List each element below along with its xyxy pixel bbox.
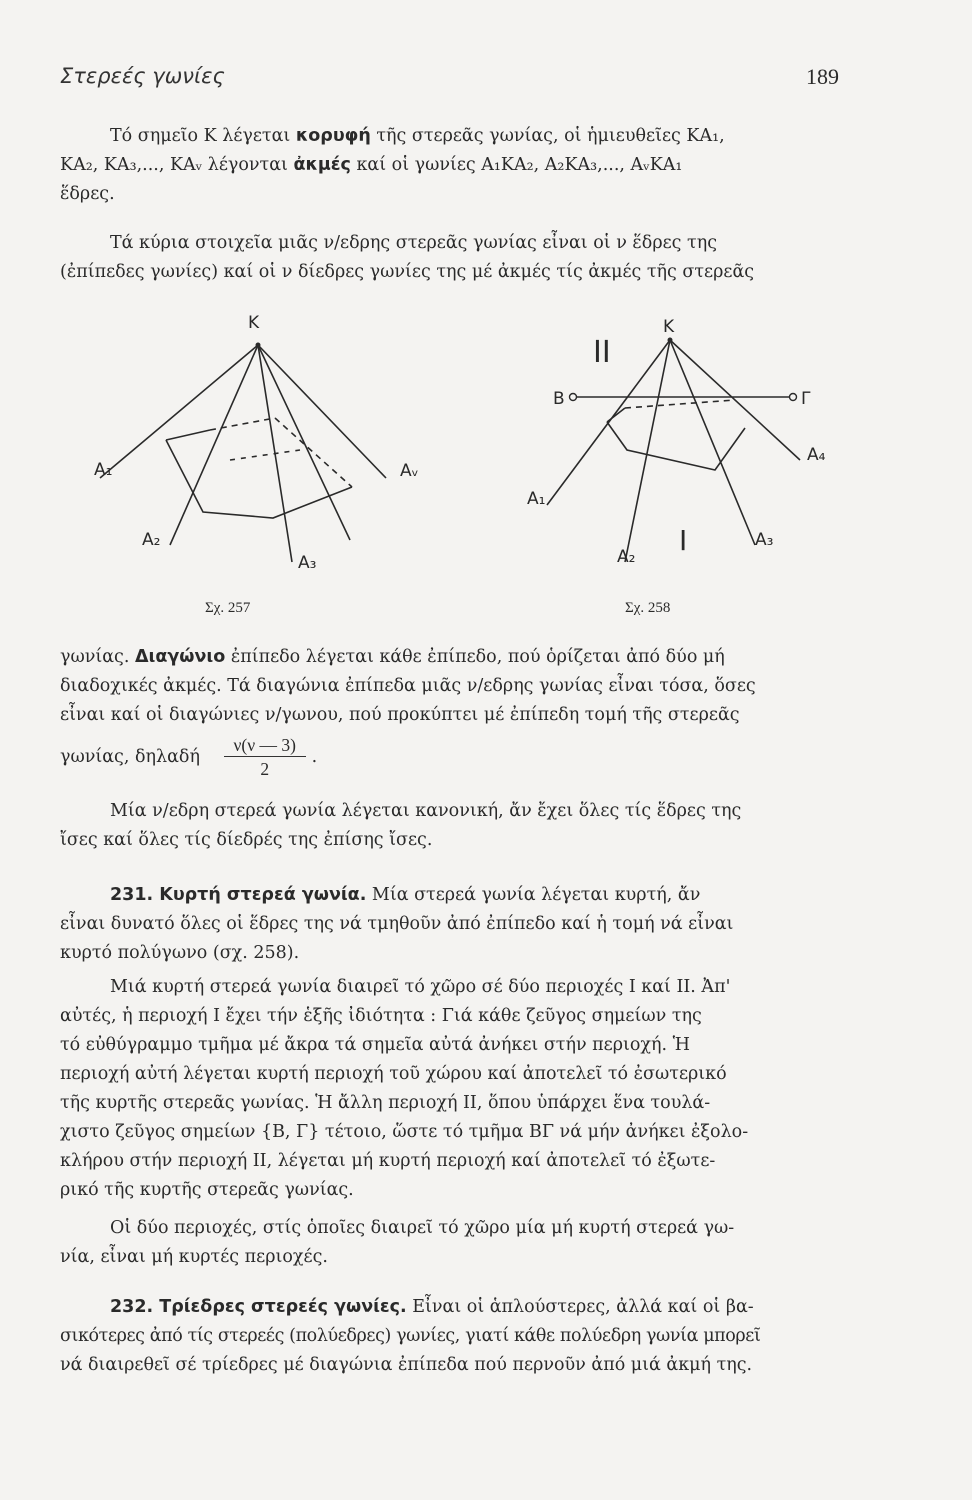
label-b: B (553, 389, 565, 409)
figure-258 (525, 300, 845, 590)
text-line: ἕδρες. (60, 184, 115, 204)
label-a4: A₄ (807, 445, 826, 465)
figure-257 (60, 300, 420, 590)
fraction-denominator: 2 (260, 759, 270, 779)
fraction (224, 734, 306, 781)
label-g: Γ (801, 389, 811, 409)
section-heading-231: 231. Κυρτή στερεά γωνία. (110, 885, 367, 905)
paragraph-convex-region (60, 973, 850, 1205)
text-line: Μιά κυρτή στερεά γωνία διαιρεῖ τό χῶρο σέ δύο περιοχές I καί II. Ἀπ' (110, 977, 731, 997)
text-line: ρικό τῆς κυρτῆς στερεᾶς γωνίας. (60, 1180, 354, 1200)
text-line: νία, εἶναι μή κυρτές περιοχές. (60, 1247, 328, 1267)
point-b (570, 394, 577, 401)
text-line: ΚA₂, ΚA₃,..., ΚAᵥ λέγονται ἀκμές καί οἱ γωνίες A₁ΚA₂, A₂ΚA₃,..., AᵥΚA₁ (60, 155, 683, 175)
caption-figure-258: Σχ. 258 (625, 600, 671, 616)
text-line: Τά κύρια στοιχεῖα μιᾶς ν/εδρης στερεᾶς γωνίας εἶναι οἱ ν ἕδρες της (110, 233, 718, 253)
paragraph-nonconvex (60, 1214, 850, 1272)
label-a1: A₁ (94, 460, 113, 480)
label-a1: A₁ (527, 489, 546, 509)
text-line: εἶναι καί οἱ διαγώνιες ν/γωνου, πού προκύπτει μέ ἐπίπεδη τομή τῆς στερεᾶς (60, 705, 740, 725)
section-231 (60, 881, 850, 968)
text-line: αὐτές, ἡ περιοχή I ἔχει τήν ἑξῆς ἰδιότητα : Γιά κάθε ζεῦγος σημείων της (60, 1006, 702, 1026)
text-line: περιοχή αὐτή λέγεται κυρτή περιοχή τοῦ χώρου καί ἀποτελεῖ τό ἐσωτερικό (60, 1064, 727, 1084)
label-region-ii: II (593, 335, 611, 370)
label-vertex-k: K (663, 317, 675, 337)
label-region-i: I (679, 524, 688, 557)
running-title: Στερεές γωνίες (60, 64, 225, 88)
text-line: 232. Τρίεδρες στερεές γωνίες. Εἶναι οἱ ἁπλούστερες, ἀλλά καί οἱ βα- (110, 1297, 754, 1317)
text-line: ἴσες καί ὅλες τίς δίεδρές της ἐπίσης ἴσες. (60, 830, 433, 850)
text-line: Οἱ δύο περιοχές, στίς ὁποῖες διαιρεῖ τό χῶρο μία μή κυρτή στερεά γω- (110, 1218, 735, 1238)
label-a3: A₃ (298, 553, 317, 573)
label-a2: A₂ (142, 530, 161, 550)
text-line: 231. Κυρτή στερεά γωνία. Μία στερεά γωνία λέγεται κυρτή, ἄν (110, 885, 701, 905)
term-diagonal: Διαγώνιο (134, 647, 226, 667)
text-line: Μία ν/εδρη στερεά γωνία λέγεται κανονική, ἄν ἔχει ὅλες τίς ἕδρες της (110, 801, 742, 821)
text-line: σικότερες ἀπό τίς στερεές (πολύεδρες) γωνίες, γιατί κάθε πολύεδρη γωνία μπορεῖ (60, 1326, 761, 1346)
text-line: διαδοχικές ἀκμές. Τά διαγώνια ἐπίπεδα μιᾶς ν/εδρης γωνίας εἶναι τόσα, ὅσες (60, 676, 756, 696)
paragraph-definitions (60, 122, 850, 209)
formula-line: γωνίας, δηλαδή $\frac{\nu(\nu — 3)}{2}$ . (60, 735, 318, 779)
text-line: τῆς κυρτῆς στερεᾶς γωνίας. Ἡ ἄλλη περιοχή II, ὅπου ὑπάρχει ἕνα τουλά- (60, 1093, 711, 1113)
label-a2: A₂ (617, 547, 636, 567)
section-heading-232: 232. Τρίεδρες στερεές γωνίες. (110, 1297, 407, 1317)
point-g (790, 394, 797, 401)
label-vertex-k: K (248, 313, 260, 333)
label-av: Aᵥ (400, 461, 419, 481)
text-line: (ἐπίπεδες γωνίες) καί οἱ ν δίεδρες γωνίες της μέ ἀκμές τίς ἀκμές τῆς στερεᾶς (60, 262, 755, 282)
section-232 (60, 1293, 850, 1380)
caption-figure-257: Σχ. 257 (205, 600, 251, 616)
text-line: τό εὐθύγραμμο τμῆμα μέ ἄκρα τά σημεῖα αὐτά ἀνήκει στήν περιοχή. Ἡ (60, 1035, 690, 1055)
text-line: νά διαιρεθεῖ σέ τρίεδρες μέ διαγώνια ἐπίπεδα πού περνοῦν ἀπό μιά ἀκμή της. (60, 1355, 753, 1375)
paragraph-regular (60, 797, 850, 855)
term-vertex: κορυφή (295, 126, 371, 146)
paragraph-elements (60, 229, 850, 287)
text-line: εἶναι δυνατό ὅλες οἱ ἕδρες της νά τμηθοῦν ἀπό ἐπίπεδο καί ἡ τομή νά εἶναι (60, 914, 734, 934)
label-a3: A₃ (755, 530, 774, 550)
page-number: 189 (806, 64, 839, 89)
vertex-dot (256, 343, 261, 348)
text-line: Τό σημεῖο Κ λέγεται κορυφή τῆς στερεᾶς γωνίας, οἱ ἡμιευθεῖες ΚA₁, (110, 126, 725, 146)
text-line: χιστο ζεῦγος σημείων {B, Γ} τέτοιο, ὥστε τό τμῆμα ΒΓ νά μήν ἀνήκει ἐξολο- (60, 1122, 749, 1142)
term-edges: ἀκμές (293, 155, 351, 175)
vertex-dot (668, 338, 673, 343)
paragraph-diagonal-plane (60, 643, 850, 730)
text-line: κλήρου στήν περιοχή II, λέγεται μή κυρτή περιοχή καί ἀποτελεῖ τό ἐξωτε- (60, 1151, 716, 1171)
text-line: κυρτό πολύγωνο (σχ. 258). (60, 943, 300, 963)
text-line: γωνίας. Διαγώνιο ἐπίπεδο λέγεται κάθε ἐπίπεδο, πού ὁρίζεται ἀπό δύο μή (60, 647, 725, 667)
fraction-numerator: ν(ν — 3) (224, 734, 306, 757)
